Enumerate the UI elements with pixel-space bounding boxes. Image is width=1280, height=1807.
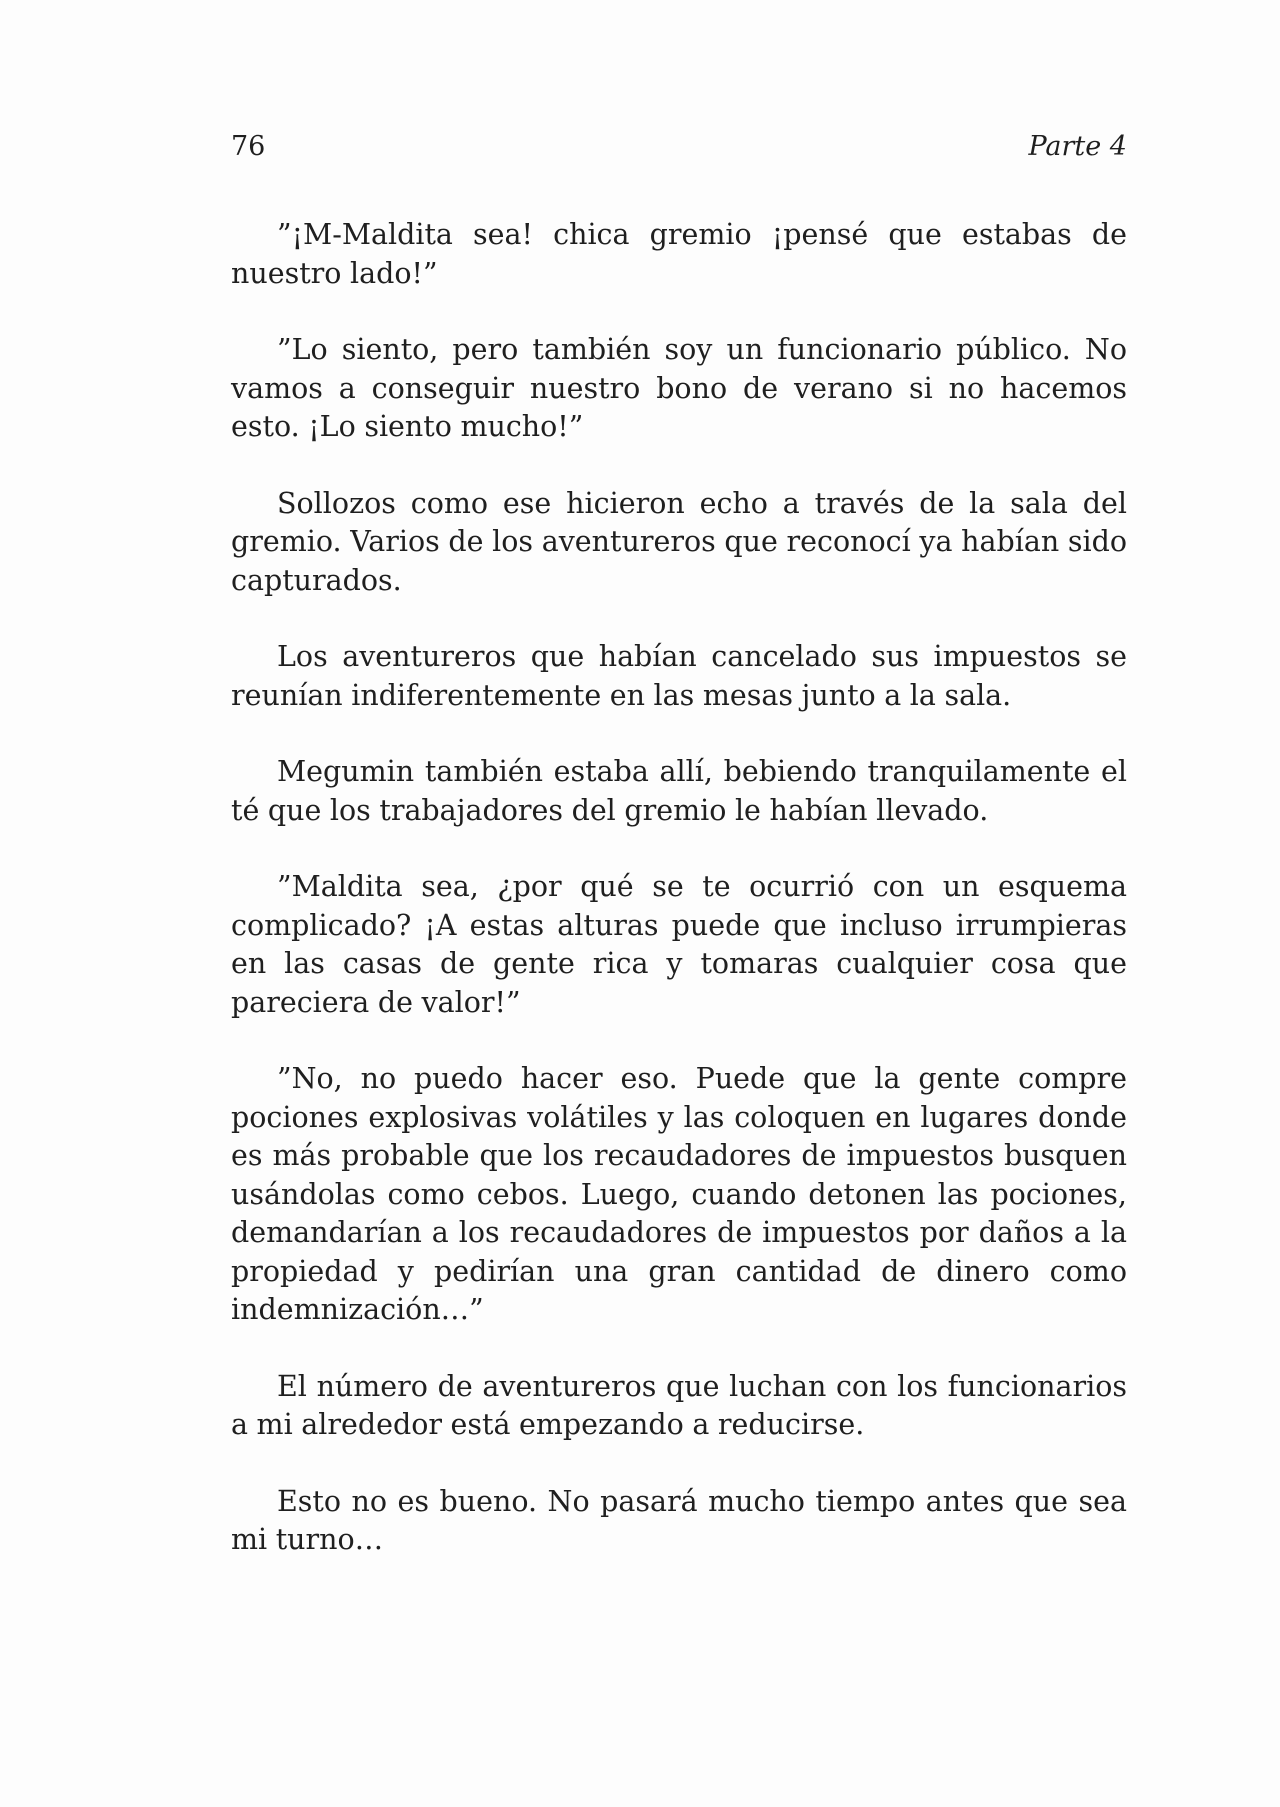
paragraph-9: Esto no es bueno. No pasará mucho tiempo antes que sea mi turno… bbox=[231, 1484, 1127, 1556]
paragraph-3: Sollozos como ese hicieron echo a través de la sala del gremio. Varios de los aventureros que reconocí ya habían sido capturados. bbox=[231, 486, 1127, 597]
paragraph-2: ”Lo siento, pero también soy un funcionario público. No vamos a conseguir nuestro bono de verano si no hacemos esto. ¡Lo siento mucho!” bbox=[231, 333, 1127, 443]
body-text bbox=[231, 216, 1127, 1560]
page-number: 76 bbox=[231, 131, 266, 162]
book-page bbox=[231, 128, 1127, 1598]
paragraph-8: El número de aventureros que luchan con los funcionarios a mi alrededor está empezando a reducirse. bbox=[231, 1369, 1127, 1441]
paragraph-5: Megumin también estaba allí, bebiendo tranquilamente el té que los trabajadores del gremio le habían llevado. bbox=[231, 755, 1127, 827]
running-header bbox=[231, 128, 1127, 166]
paragraph-4: Los aventureros que habían cancelado sus impuestos se reunían indiferentemente en las mesas junto a la sala. bbox=[231, 640, 1127, 712]
paragraph-1: ”¡M-Maldita sea! chica gremio ¡pensé que estabas de nuestro lado!” bbox=[231, 218, 1127, 290]
paragraph-7: ”No, no puedo hacer eso. Puede que la gente compre pociones explosivas volátiles y las coloquen en lugares donde es más probable que los recaudadores de impuestos busquen usándolas como cebos. Luego, cuando detonen las pociones, demandarían a los recaudadores de impuestos por daños a la propiedad y pedirían una gran cantidad de dinero como indemnización…” bbox=[231, 1062, 1127, 1326]
section-title: Parte 4 bbox=[1028, 131, 1127, 162]
paragraph-6: ”Maldita sea, ¿por qué se te ocurrió con un esquema complicado? ¡A estas alturas puede que incluso irrumpieras en las casas de gente rica y tomaras cualquier cosa que pareciera de valor!” bbox=[231, 870, 1127, 1019]
